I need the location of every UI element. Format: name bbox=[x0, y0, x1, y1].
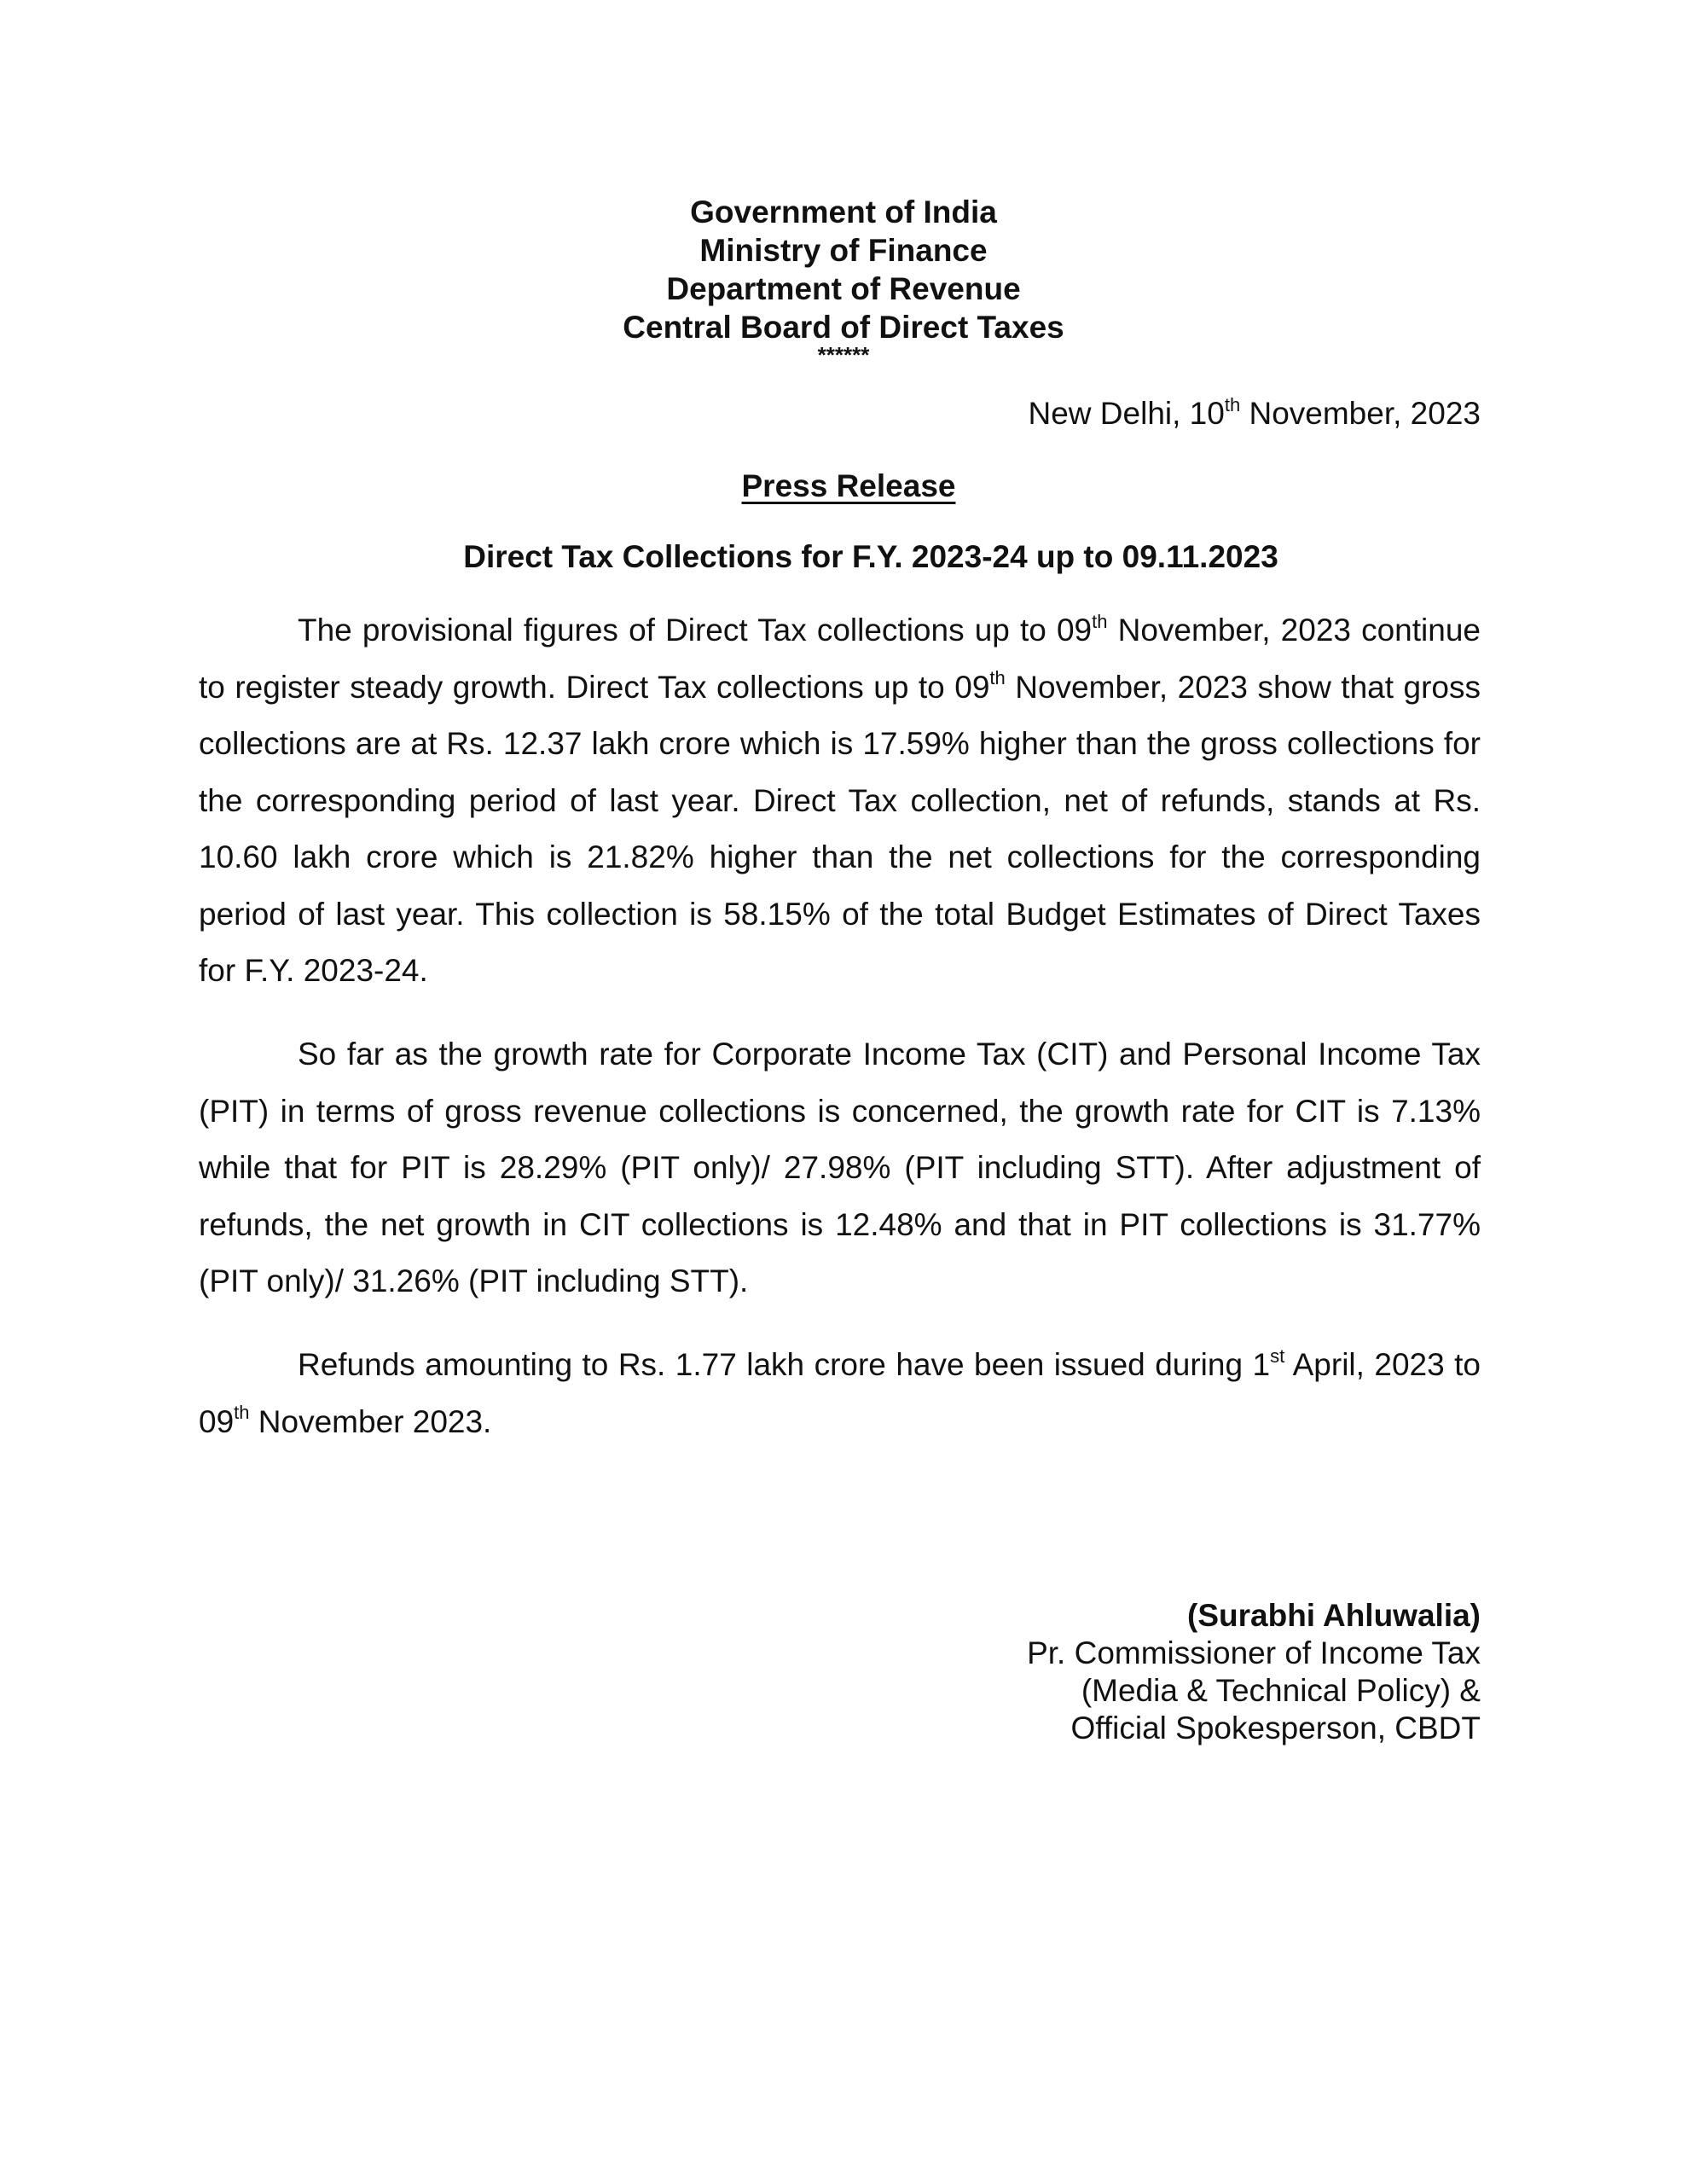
para1-part-c: November, 2023 show that gross collections are at Rs. 12.37 lakh crore which is 17.59% higher than the gross collections for the corresponding period of last year. Direct Tax collection, net of refunds, stands at Rs. 10.60 lakh crore which is 21.82% higher than the net collections for the corresponding period of last year. This collection is 58.15% of the total Budget Estimates of Direct Taxes for F.Y. 2023-24. bbox=[199, 669, 1481, 988]
press-release-heading bbox=[0, 467, 1687, 505]
para1-part-a: The provisional figures of Direct Tax collections up to 09 bbox=[298, 613, 1093, 648]
board-line: Central Board of Direct Taxes bbox=[623, 310, 1064, 345]
ministry-line: Ministry of Finance bbox=[699, 233, 988, 268]
para1-sup-a: th bbox=[1092, 610, 1108, 632]
paragraph-growth-rate bbox=[199, 1026, 1481, 1310]
press-release-label: Press Release bbox=[741, 468, 956, 503]
dateline-suffix: November, 2023 bbox=[1240, 396, 1481, 431]
paragraph-text: So far as the growth rate for Corporate Income Tax (CIT) and Personal Income Tax (PIT) in terms of gross revenue collections is concerned, the growth rate for CIT is 7.13% while that for PIT is 28.29% (PIT only)/ 27.98% (PIT including STT). After adjustment of refunds, the net growth in CIT collections is 12.48% and that in PIT collections is 31.77% (PIT only)/ 31.26% (PIT including STT). bbox=[199, 1037, 1481, 1298]
government-line: Government of India bbox=[690, 195, 997, 229]
dateline bbox=[1029, 394, 1481, 433]
paragraph-refunds bbox=[199, 1337, 1481, 1450]
letterhead bbox=[0, 193, 1687, 367]
para3-sup-b: th bbox=[234, 1402, 250, 1424]
para3-sup-a: st bbox=[1270, 1345, 1285, 1367]
signatory-name: (Surabhi Ahluwalia) bbox=[1187, 1598, 1481, 1633]
department-line: Department of Revenue bbox=[666, 271, 1021, 306]
para3-part-a: Refunds amounting to Rs. 1.77 lakh crore have been issued during 1 bbox=[298, 1347, 1271, 1382]
signature-block bbox=[1027, 1597, 1481, 1747]
separator-stars: ****** bbox=[817, 342, 870, 368]
subject-heading: Direct Tax Collections for F.Y. 2023-24 up to 09.11.2023 bbox=[463, 539, 1278, 574]
paragraph-text bbox=[199, 602, 1481, 1000]
signatory-title-3: Official Spokesperson, CBDT bbox=[1070, 1711, 1481, 1745]
para3-part-c: November 2023. bbox=[249, 1403, 492, 1439]
para1-sup-b: th bbox=[989, 667, 1006, 689]
para1-part-b: November, 2023 continue to register steady growth. Direct Tax collections up to 09 bbox=[199, 613, 1481, 705]
paragraph-text bbox=[199, 1337, 1481, 1450]
dateline-sup: th bbox=[1224, 393, 1241, 415]
dateline-prefix: New Delhi, 10 bbox=[1028, 396, 1225, 431]
para3-part-b: April, 2023 to 09 bbox=[199, 1347, 1481, 1439]
signatory-title-2: (Media & Technical Policy) & bbox=[1081, 1673, 1481, 1708]
signatory-title-1: Pr. Commissioner of Income Tax bbox=[1027, 1635, 1481, 1670]
paragraph-collections bbox=[199, 602, 1481, 1000]
